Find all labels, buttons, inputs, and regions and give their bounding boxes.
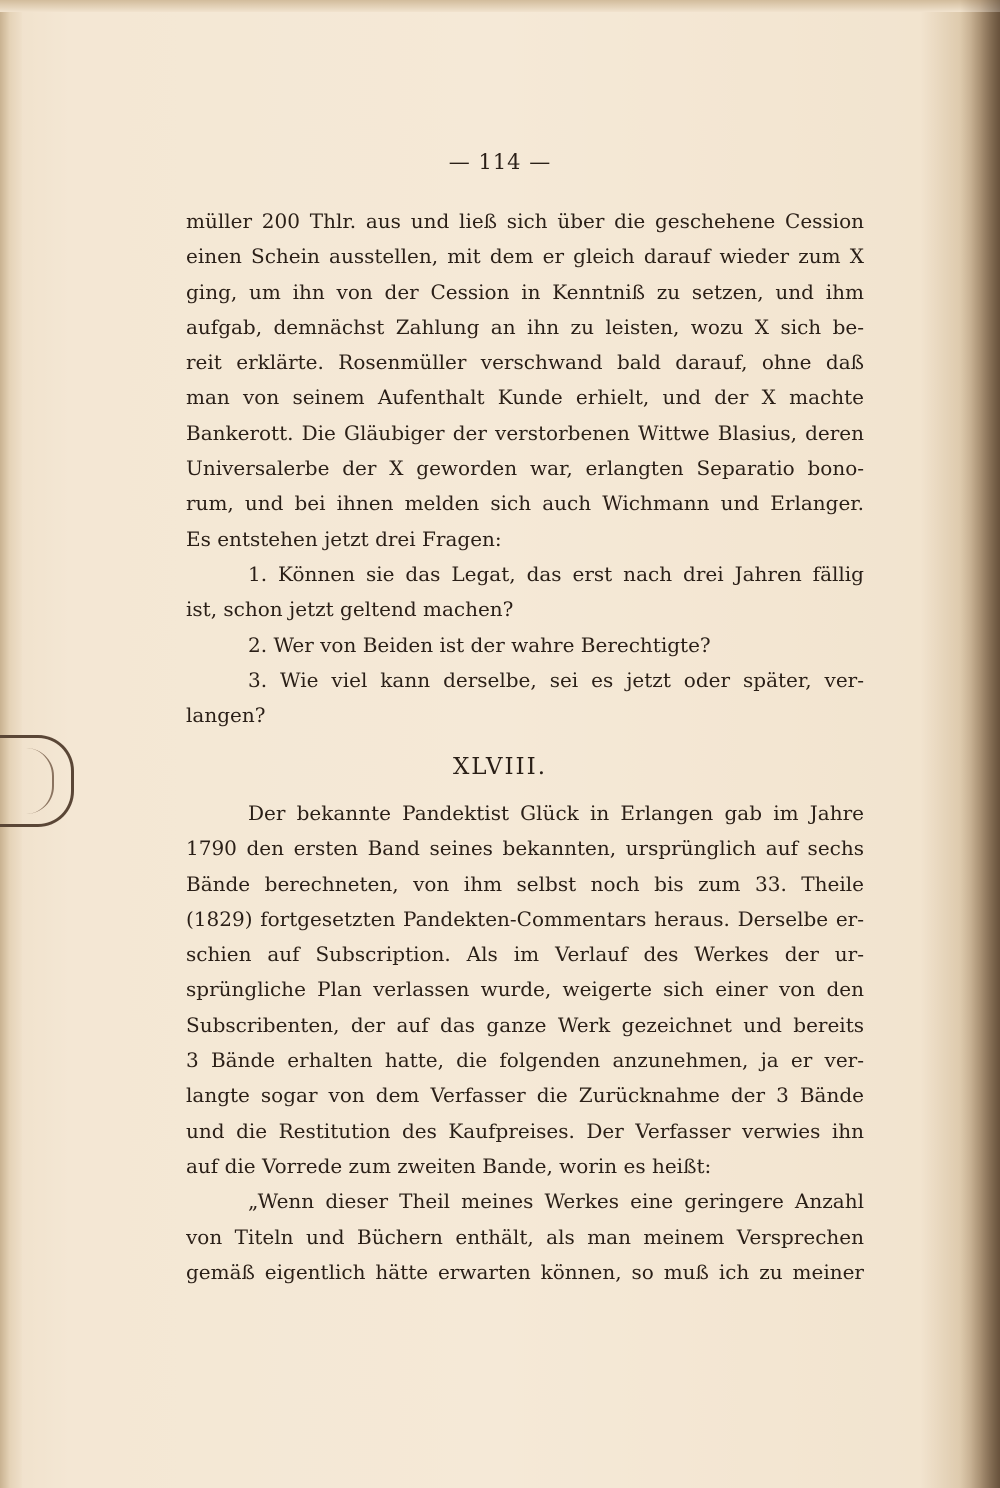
text-line: langte sogar von dem Verfasser die Zurücknahme der 3 Bände <box>186 1083 864 1108</box>
text-line: müller 200 Thlr. aus und ließ sich über die geschehene Cession <box>186 209 864 233</box>
text-line: (1829) fortgesetzten Pandekten-Commentars heraus. Derselbe er- <box>186 906 864 931</box>
question-line: 1. Können sie das Legat, das erst nach drei Jahren fällig <box>248 561 864 586</box>
text-line: man von seinem Aufenthalt Kunde erhielt, und der X machte <box>186 385 864 410</box>
text-line: Es entstehen jetzt drei Fragen: <box>186 526 502 551</box>
question-line: 2. Wer von Beiden ist der wahre Berechtigte? <box>248 632 711 657</box>
text-line: Universalerbe der X geworden war, erlangten Separatio bono- <box>186 456 864 481</box>
text-line: Der bekannte Pandektist Glück in Erlangen gab im Jahre <box>248 801 864 825</box>
text-block-lower <box>186 796 864 1290</box>
quote-line: gemäß eigentlich hätte erwarten können, so muß ich zu meiner <box>186 1259 864 1284</box>
text-line: 1790 den ersten Band seines bekannten, ursprünglich auf sechs <box>186 836 864 861</box>
quote-line: von Titeln und Büchern enthält, als man meinem Versprechen <box>186 1224 864 1249</box>
page-gutter-shadow <box>960 0 1000 1488</box>
page-top-edge <box>0 0 1000 12</box>
quote-line: „Wenn dieser Theil meines Werkes eine geringere Anzahl <box>248 1189 864 1214</box>
text-line: Bände berechneten, von ihm selbst noch bis zum 33. Theile <box>186 871 864 896</box>
text-line: Subscribenten, der auf das ganze Werk gezeichnet und bereits <box>186 1012 864 1037</box>
section-heading: XLVIII. <box>452 754 548 780</box>
text-line: reit erklärte. Rosenmüller verschwand bald darauf, ohne daß <box>186 350 864 375</box>
text-line: Bankerott. Die Gläubiger der verstorbenen Wittwe Blasius, deren <box>186 420 864 445</box>
text-block-upper <box>186 204 864 733</box>
question-line: 3. Wie viel kann derselbe, sei es jetzt oder später, ver- <box>248 667 864 692</box>
text-line: sprüngliche Plan verlassen wurde, weigerte sich einer von den <box>186 977 864 1002</box>
text-line: rum, und bei ihnen melden sich auch Wichmann und Erlanger. <box>186 491 864 516</box>
text-line: 3 Bände erhalten hatte, die folgenden anzunehmen, ja er ver- <box>186 1048 864 1073</box>
text-line: schien auf Subscription. Als im Verlauf des Werkes der ur- <box>186 942 864 967</box>
text-line: und die Restitution des Kaufpreises. Der Verfasser verwies ihn <box>186 1118 864 1143</box>
text-line: ging, um ihn von der Cession in Kenntniß zu setzen, und ihm <box>186 279 864 304</box>
text-line: auf die Vorrede zum zweiten Bande, worin es heißt: <box>186 1153 712 1178</box>
question-line: langen? <box>186 703 266 728</box>
page-number: — 114 — <box>448 150 552 174</box>
question-line: ist, schon jetzt geltend machen? <box>186 597 514 622</box>
text-line: aufgab, demnächst Zahlung an ihn zu leisten, wozu X sich be- <box>186 314 864 339</box>
text-line: einen Schein ausstellen, mit dem er gleich darauf wieder zum X <box>186 244 864 269</box>
